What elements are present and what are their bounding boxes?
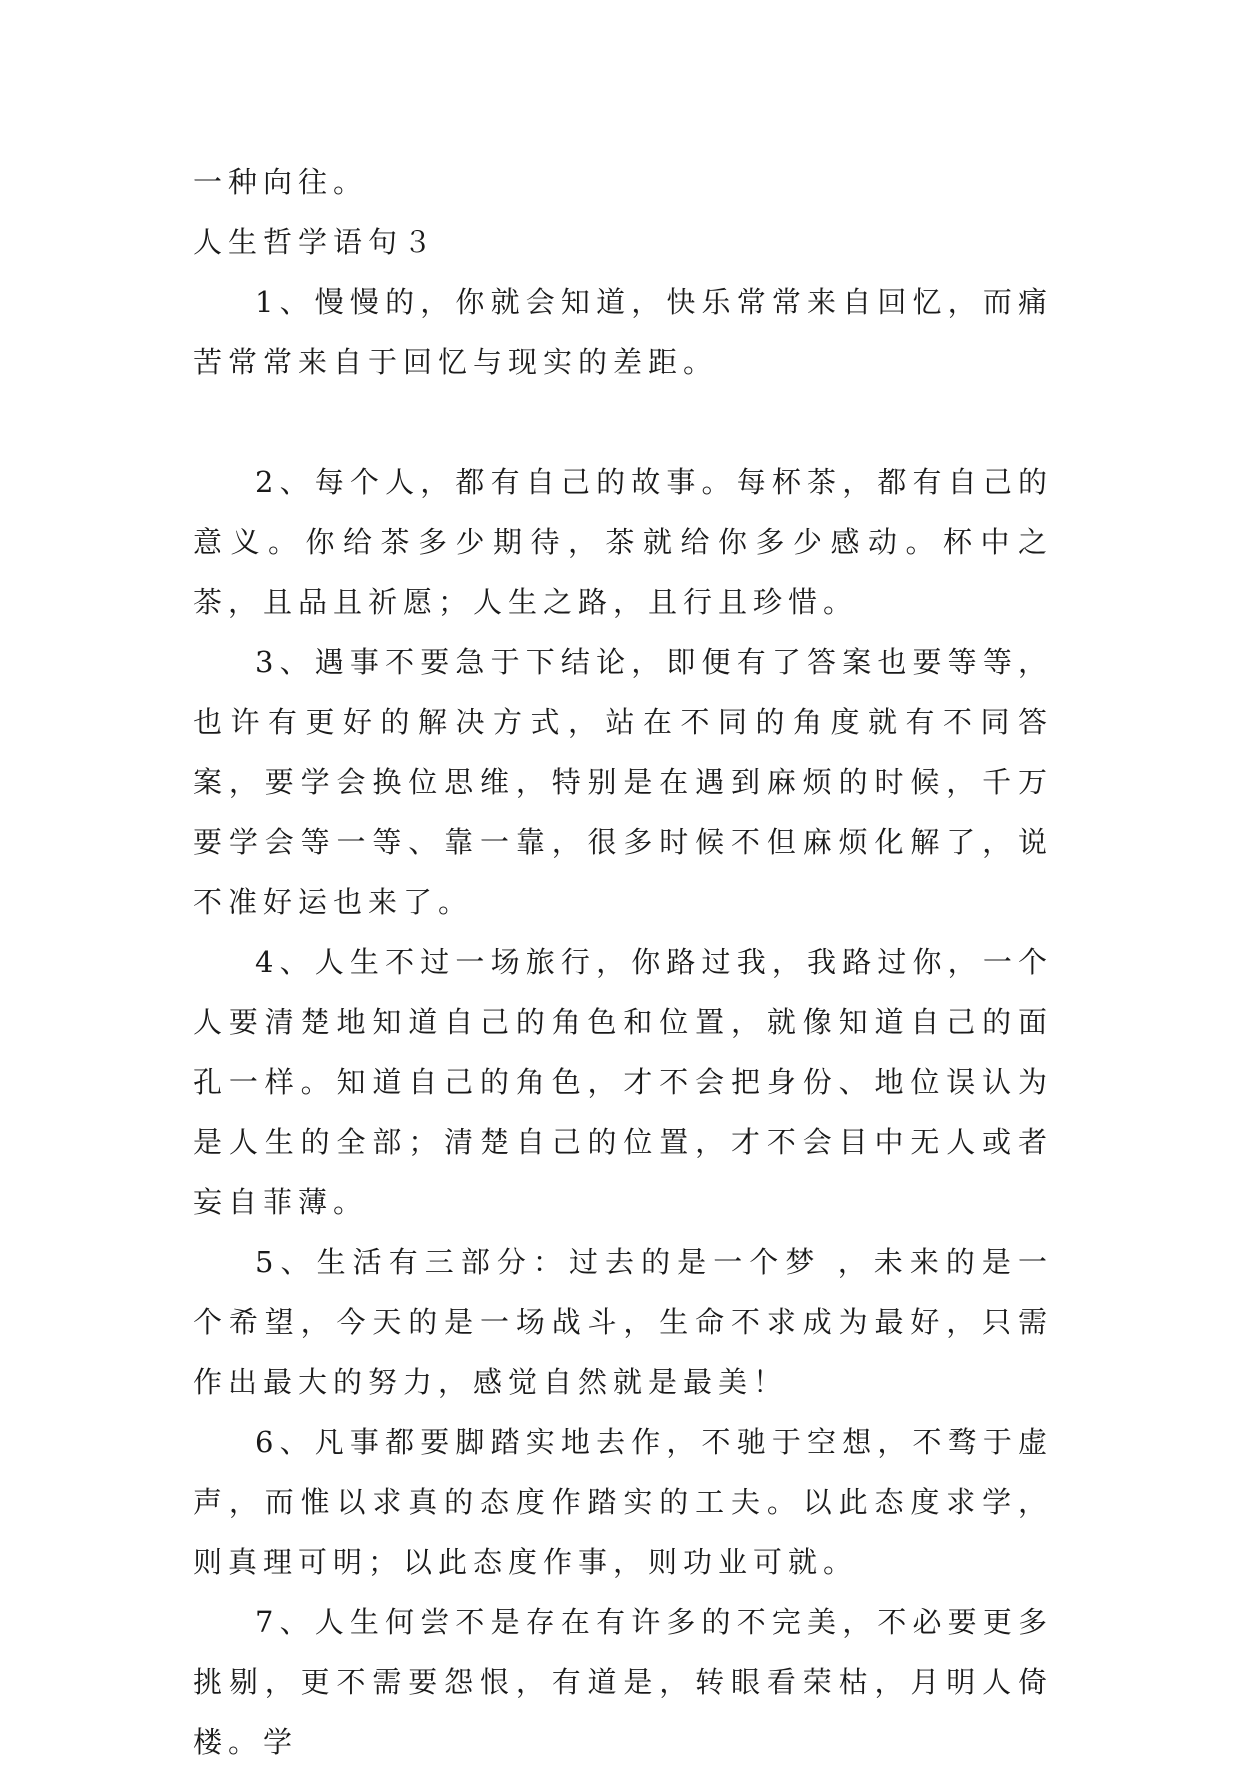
paragraph-3: 3、遇事不要急于下结论，即便有了答案也要等等，也许有更好的解决方式，站在不同的角度就有不同答案，要学会换位思维，特别是在遇到麻烦的时候，千万要学会等一等、靠一靠，很多时候不但麻烦化解了，说不准好运也来了。 (193, 645, 1053, 919)
paragraph-spacer (193, 392, 1053, 452)
lead-line: 一种向往。 (193, 165, 369, 199)
section-heading: 人生哲学语句３ (193, 225, 439, 259)
document-body (193, 152, 1053, 1772)
paragraph-6: 6、凡事都要脚踏实地去作，不驰于空想，不骛于虚声，而惟以求真的态度作踏实的工夫。以此态度求学，则真理可明；以此态度作事，则功业可就。 (193, 1425, 1053, 1579)
paragraph-1: 1、慢慢的，你就会知道，快乐常常来自回忆，而痛苦常常来自于回忆与现实的差距。 (193, 285, 1053, 379)
paragraph-2: 2、每个人，都有自己的故事。每杯茶，都有自己的意义。你给茶多少期待，茶就给你多少感动。杯中之茶，且品且祈愿；人生之路，且行且珍惜。 (193, 465, 1053, 619)
paragraph-7: 7、人生何尝不是存在有许多的不完美，不必要更多挑剔，更不需要怨恨，有道是，转眼看荣枯，月明人倚楼。学 (193, 1605, 1053, 1759)
paragraph-5: 5、生活有三部分：过去的是一个梦 ，未来的是一个希望，今天的是一场战斗，生命不求成为最好，只需作出最大的努力，感觉自然就是最美！ (193, 1245, 1053, 1399)
paragraph-4: 4、人生不过一场旅行，你路过我，我路过你，一个人要清楚地知道自己的角色和位置，就像知道自己的面孔一样。知道自己的角色，才不会把身份、地位误认为是人生的全部；清楚自己的位置，才不会目中无人或者妄自菲薄。 (193, 945, 1053, 1219)
